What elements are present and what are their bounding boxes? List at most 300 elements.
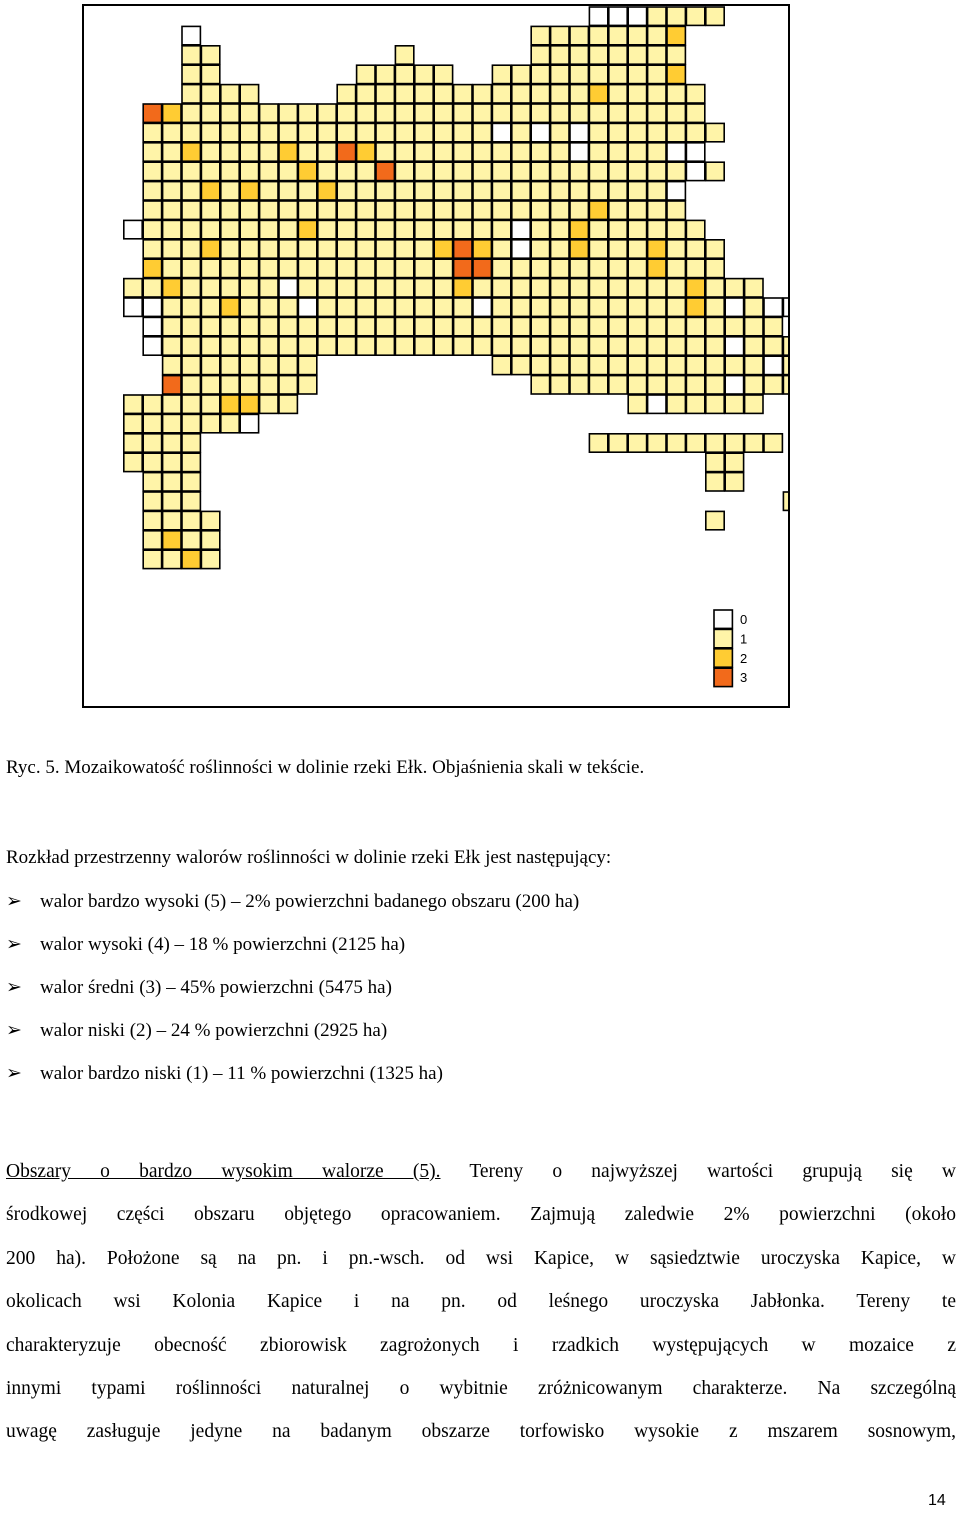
grid-cell-class-1	[260, 395, 278, 413]
grid-cell-class-1	[415, 279, 433, 297]
grid-cell-class-1	[298, 240, 316, 258]
grid-cell-class-1	[318, 143, 336, 161]
grid-cell-class-1	[337, 123, 355, 141]
grid-cell-class-1	[454, 162, 472, 180]
grid-cell-class-1	[143, 240, 161, 258]
grid-cell-class-1	[531, 26, 549, 44]
grid-cell-class-1	[124, 453, 142, 471]
grid-cell-class-1	[201, 550, 219, 568]
grid-cell-class-1	[260, 123, 278, 141]
grid-cell-class-1	[628, 434, 646, 452]
grid-cell-class-0	[570, 123, 588, 141]
grid-cell-class-1	[201, 104, 219, 122]
grid-cell-class-1	[706, 7, 724, 25]
grid-cell-class-0	[667, 182, 685, 200]
grid-cell-class-1	[686, 259, 704, 277]
grid-cell-class-2	[298, 220, 316, 238]
grid-cell-class-1	[473, 201, 491, 219]
grid-cell-class-1	[201, 414, 219, 432]
grid-cell-class-1	[143, 511, 161, 529]
grid-cell-class-1	[589, 26, 607, 44]
grid-cell-class-1	[221, 201, 239, 219]
grid-cell-class-1	[589, 317, 607, 335]
legend-swatch-3	[714, 668, 732, 686]
grid-cell-class-1	[667, 240, 685, 258]
grid-cell-class-2	[279, 143, 297, 161]
grid-cell-class-1	[279, 162, 297, 180]
grid-cell-class-1	[531, 376, 549, 394]
grid-cell-class-1	[551, 240, 569, 258]
grid-cell-class-1	[667, 395, 685, 413]
grid-cell-class-1	[201, 376, 219, 394]
grid-cell-class-1	[298, 201, 316, 219]
grid-cell-class-1	[201, 162, 219, 180]
grid-cell-class-1	[648, 279, 666, 297]
grid-cell-class-1	[182, 85, 200, 103]
grid-cell-class-1	[686, 123, 704, 141]
intro-text: Rozkład przestrzenny walorów roślinności w dolinie rzeki Ełk jest następujący:	[6, 847, 612, 868]
grid-cell-class-1	[551, 201, 569, 219]
grid-cell-class-1	[589, 65, 607, 83]
grid-cell-class-1	[182, 473, 200, 491]
grid-cell-class-1	[609, 26, 627, 44]
grid-cell-class-1	[240, 337, 258, 355]
grid-cell-class-2	[163, 531, 181, 549]
grid-cell-class-1	[298, 259, 316, 277]
grid-cell-class-1	[163, 143, 181, 161]
grid-cell-class-1	[201, 279, 219, 297]
grid-cell-class-1	[551, 123, 569, 141]
grid-cell-class-1	[667, 298, 685, 316]
grid-cell-class-1	[221, 162, 239, 180]
grid-cell-class-1	[551, 104, 569, 122]
grid-cell-class-3	[454, 259, 472, 277]
grid-cell-class-1	[395, 259, 413, 277]
grid-cell-class-1	[163, 259, 181, 277]
grid-cell-class-1	[357, 85, 375, 103]
grid-cell-class-1	[667, 337, 685, 355]
grid-cell-class-1	[473, 85, 491, 103]
grid-cell-class-1	[667, 162, 685, 180]
grid-cell-class-1	[551, 279, 569, 297]
grid-cell-class-1	[589, 434, 607, 452]
grid-cell-class-1	[376, 298, 394, 316]
grid-cell-class-1	[182, 317, 200, 335]
grid-cell-class-1	[163, 298, 181, 316]
grid-cell-class-1	[551, 46, 569, 64]
grid-cell-class-1	[434, 182, 452, 200]
grid-cell-class-1	[357, 201, 375, 219]
grid-cell-class-1	[531, 337, 549, 355]
body-paragraph	[6, 1150, 956, 1454]
grid-cell-class-1	[357, 65, 375, 83]
grid-cell-class-0	[628, 7, 646, 25]
grid-cell-class-1	[182, 376, 200, 394]
grid-cell-class-1	[434, 143, 452, 161]
grid-cell-class-1	[628, 337, 646, 355]
grid-cell-class-0	[725, 298, 743, 316]
grid-cell-class-1	[260, 337, 278, 355]
grid-cell-class-1	[492, 143, 510, 161]
grid-cell-class-1	[764, 434, 782, 452]
grid-cell-class-0	[124, 298, 142, 316]
grid-cell-class-1	[783, 376, 788, 394]
grid-cell-class-1	[260, 182, 278, 200]
grid-cell-class-1	[240, 279, 258, 297]
grid-cell-class-1	[182, 395, 200, 413]
paragraph-line: uwagę zasługuje jedyne na badanym obszarze torfowisko wysokie z mszarem sosnowym,	[6, 1421, 956, 1443]
grid-cell-class-1	[667, 356, 685, 374]
grid-cell-class-1	[589, 356, 607, 374]
grid-cell-class-1	[667, 376, 685, 394]
paragraph-line: 200 ha). Położone są na pn. i pn.-wsch. od wsi Kapice, w sąsiedztwie uroczyska Kapice, w	[6, 1247, 956, 1269]
grid-cell-class-1	[628, 65, 646, 83]
grid-cell-class-1	[337, 162, 355, 180]
grid-cell-class-1	[395, 201, 413, 219]
grid-cell-class-1	[240, 104, 258, 122]
grid-cell-class-1	[318, 123, 336, 141]
grid-cell-class-1	[589, 182, 607, 200]
grid-cell-class-1	[648, 7, 666, 25]
grid-cell-class-1	[298, 356, 316, 374]
grid-cell-class-1	[163, 220, 181, 238]
grid-cell-class-1	[570, 85, 588, 103]
grid-cell-class-1	[240, 298, 258, 316]
grid-cell-class-3	[163, 376, 181, 394]
grid-cell-class-1	[260, 104, 278, 122]
grid-cell-class-1	[201, 220, 219, 238]
grid-cell-class-2	[686, 298, 704, 316]
grid-cell-class-1	[512, 65, 530, 83]
grid-cell-class-1	[589, 143, 607, 161]
grid-cell-class-1	[745, 279, 763, 297]
grid-cell-class-1	[318, 220, 336, 238]
grid-cell-class-1	[221, 240, 239, 258]
grid-cell-class-1	[570, 279, 588, 297]
grid-cell-class-1	[376, 85, 394, 103]
grid-cell-class-1	[706, 453, 724, 471]
grid-cell-class-1	[240, 259, 258, 277]
grid-cell-class-1	[376, 143, 394, 161]
grid-cell-class-1	[725, 434, 743, 452]
grid-cell-class-3	[454, 240, 472, 258]
grid-cell-class-1	[318, 162, 336, 180]
grid-cell-class-1	[434, 220, 452, 238]
grid-cell-class-1	[143, 550, 161, 568]
grid-cell-class-1	[492, 220, 510, 238]
grid-cell-class-1	[706, 337, 724, 355]
grid-cell-class-1	[182, 356, 200, 374]
grid-cell-class-1	[492, 279, 510, 297]
grid-cell-class-1	[143, 123, 161, 141]
grid-cell-class-2	[357, 143, 375, 161]
grid-cell-class-2	[182, 550, 200, 568]
grid-cell-class-1	[376, 201, 394, 219]
grid-cell-class-1	[182, 453, 200, 471]
grid-cell-class-0	[648, 395, 666, 413]
grid-cell-class-1	[434, 317, 452, 335]
grid-cell-class-1	[376, 240, 394, 258]
grid-cell-class-1	[648, 162, 666, 180]
grid-cell-class-1	[357, 162, 375, 180]
grid-cell-class-1	[221, 104, 239, 122]
grid-cell-class-1	[454, 337, 472, 355]
grid-cell-class-1	[163, 395, 181, 413]
grid-cell-class-1	[648, 434, 666, 452]
grid-cell-class-1	[570, 201, 588, 219]
grid-cell-class-1	[706, 259, 724, 277]
grid-cell-class-1	[201, 298, 219, 316]
grid-cell-class-1	[415, 162, 433, 180]
figure-caption: Ryc. 5. Mozaikowatość roślinności w dolinie rzeki Ełk. Objaśnienia skali w tekście.	[6, 757, 645, 778]
grid-cell-class-1	[143, 143, 161, 161]
grid-cell-class-1	[163, 511, 181, 529]
grid-cell-class-1	[182, 201, 200, 219]
grid-cell-class-1	[357, 240, 375, 258]
grid-cell-class-1	[415, 240, 433, 258]
grid-cell-class-0	[240, 414, 258, 432]
grid-cell-class-2	[648, 240, 666, 258]
map-grid	[84, 6, 788, 706]
grid-cell-class-1	[706, 434, 724, 452]
grid-cell-class-1	[279, 201, 297, 219]
grid-cell-class-1	[143, 453, 161, 471]
grid-cell-class-1	[337, 104, 355, 122]
grid-cell-class-1	[589, 123, 607, 141]
grid-cell-class-1	[628, 259, 646, 277]
grid-cell-class-1	[686, 220, 704, 238]
grid-cell-class-0	[298, 298, 316, 316]
grid-cell-class-1	[415, 123, 433, 141]
grid-cell-class-1	[648, 104, 666, 122]
grid-cell-class-1	[589, 279, 607, 297]
grid-cell-class-1	[512, 337, 530, 355]
grid-cell-class-1	[492, 85, 510, 103]
grid-cell-class-1	[240, 201, 258, 219]
grid-cell-class-1	[454, 143, 472, 161]
grid-cell-class-1	[260, 317, 278, 335]
grid-cell-class-1	[201, 531, 219, 549]
grid-cell-class-1	[298, 279, 316, 297]
grid-cell-class-1	[337, 182, 355, 200]
grid-cell-class-1	[551, 259, 569, 277]
grid-cell-class-1	[551, 85, 569, 103]
grid-cell-class-1	[609, 143, 627, 161]
grid-cell-class-1	[551, 298, 569, 316]
grid-cell-class-0	[589, 7, 607, 25]
grid-cell-class-2	[240, 395, 258, 413]
grid-cell-class-1	[260, 298, 278, 316]
grid-cell-class-1	[667, 259, 685, 277]
grid-cell-class-1	[143, 395, 161, 413]
grid-cell-class-1	[337, 279, 355, 297]
grid-cell-class-1	[434, 65, 452, 83]
grid-cell-class-1	[725, 453, 743, 471]
grid-cell-class-1	[395, 46, 413, 64]
grid-cell-class-1	[628, 240, 646, 258]
grid-cell-class-1	[745, 376, 763, 394]
grid-cell-class-1	[318, 201, 336, 219]
grid-cell-class-1	[706, 240, 724, 258]
grid-cell-class-1	[357, 104, 375, 122]
grid-cell-class-1	[609, 279, 627, 297]
grid-cell-class-1	[551, 65, 569, 83]
grid-cell-class-1	[221, 85, 239, 103]
grid-cell-class-1	[551, 220, 569, 238]
grid-cell-class-1	[163, 473, 181, 491]
grid-cell-class-1	[492, 259, 510, 277]
grid-cell-class-1	[124, 434, 142, 452]
grid-cell-class-1	[706, 162, 724, 180]
grid-cell-class-1	[357, 298, 375, 316]
grid-cell-class-1	[686, 395, 704, 413]
grid-cell-class-1	[182, 46, 200, 64]
grid-cell-class-0	[570, 143, 588, 161]
grid-cell-class-1	[260, 201, 278, 219]
grid-cell-class-1	[143, 414, 161, 432]
grid-cell-class-1	[260, 279, 278, 297]
grid-cell-class-1	[279, 395, 297, 413]
grid-cell-class-1	[531, 201, 549, 219]
grid-cell-class-1	[551, 337, 569, 355]
grid-cell-class-1	[395, 240, 413, 258]
grid-cell-class-3	[337, 143, 355, 161]
grid-cell-class-1	[240, 240, 258, 258]
grid-cell-class-1	[201, 65, 219, 83]
grid-cell-class-1	[512, 123, 530, 141]
grid-cell-class-2	[201, 182, 219, 200]
bullet-item: ➢ walor bardzo niski (1) – 11 % powierzchni (1325 ha)	[6, 1063, 443, 1084]
grid-cell-class-1	[531, 259, 549, 277]
grid-cell-class-1	[492, 356, 510, 374]
grid-cell-class-0	[124, 220, 142, 238]
grid-cell-class-1	[298, 182, 316, 200]
grid-cell-class-1	[725, 356, 743, 374]
grid-cell-class-1	[182, 492, 200, 510]
grid-cell-class-1	[163, 453, 181, 471]
grid-cell-class-1	[609, 220, 627, 238]
grid-cell-class-1	[570, 356, 588, 374]
grid-cell-class-1	[163, 492, 181, 510]
grid-cell-class-1	[415, 317, 433, 335]
grid-cell-class-0	[473, 298, 491, 316]
grid-cell-class-1	[667, 220, 685, 238]
grid-cell-class-1	[706, 298, 724, 316]
grid-cell-class-1	[628, 123, 646, 141]
grid-cell-class-1	[221, 414, 239, 432]
grid-cell-class-1	[686, 85, 704, 103]
legend-swatch-0	[714, 610, 732, 628]
grid-cell-class-2	[221, 298, 239, 316]
grid-cell-class-2	[434, 240, 452, 258]
grid-cell-class-1	[628, 356, 646, 374]
grid-cell-class-1	[201, 123, 219, 141]
grid-cell-class-0	[725, 376, 743, 394]
grid-cell-class-1	[395, 337, 413, 355]
grid-cell-class-1	[376, 65, 394, 83]
grid-cell-class-1	[415, 143, 433, 161]
grid-cell-class-1	[376, 337, 394, 355]
grid-cell-class-1	[376, 279, 394, 297]
legend-label-2: 2	[740, 650, 748, 666]
grid-cell-class-1	[589, 220, 607, 238]
grid-cell-class-1	[764, 376, 782, 394]
grid-cell-class-1	[512, 143, 530, 161]
grid-cell-class-2	[201, 240, 219, 258]
grid-cell-class-1	[454, 85, 472, 103]
grid-cell-class-1	[628, 46, 646, 64]
grid-cell-class-1	[395, 104, 413, 122]
grid-cell-class-1	[298, 376, 316, 394]
grid-cell-class-1	[745, 337, 763, 355]
grid-cell-class-1	[648, 26, 666, 44]
grid-cell-class-1	[434, 201, 452, 219]
grid-cell-class-1	[415, 65, 433, 83]
grid-cell-class-1	[182, 220, 200, 238]
grid-cell-class-1	[783, 356, 788, 374]
grid-cell-class-1	[706, 317, 724, 335]
grid-cell-class-1	[609, 65, 627, 83]
grid-cell-class-2	[163, 279, 181, 297]
grid-cell-class-1	[686, 317, 704, 335]
grid-cell-class-1	[609, 182, 627, 200]
grid-cell-class-1	[357, 279, 375, 297]
grid-cell-class-1	[706, 473, 724, 491]
grid-cell-class-1	[240, 162, 258, 180]
grid-cell-class-1	[240, 220, 258, 238]
grid-cell-class-1	[337, 337, 355, 355]
grid-cell-class-1	[512, 162, 530, 180]
grid-cell-class-1	[667, 317, 685, 335]
grid-cell-class-1	[531, 317, 549, 335]
grid-cell-class-1	[260, 143, 278, 161]
grid-cell-class-0	[143, 317, 161, 335]
grid-cell-class-1	[454, 201, 472, 219]
grid-cell-class-1	[376, 317, 394, 335]
grid-cell-class-1	[609, 85, 627, 103]
grid-cell-class-0	[725, 337, 743, 355]
grid-cell-class-1	[531, 356, 549, 374]
grid-cell-class-1	[143, 473, 161, 491]
grid-cell-class-1	[551, 162, 569, 180]
section-heading: Obszary o bardzo wysokim walorze (5).	[6, 1161, 441, 1182]
grid-cell-class-1	[201, 85, 219, 103]
grid-cell-class-1	[473, 220, 491, 238]
grid-cell-class-1	[628, 201, 646, 219]
grid-cell-class-1	[725, 279, 743, 297]
grid-cell-class-1	[706, 123, 724, 141]
bullet-item: ➢ walor niski (2) – 24 % powierzchni (2925 ha)	[6, 1020, 388, 1041]
grid-cell-class-1	[492, 240, 510, 258]
grid-cell-class-1	[492, 182, 510, 200]
grid-cell-class-1	[531, 182, 549, 200]
grid-cell-class-1	[337, 317, 355, 335]
grid-cell-class-0	[182, 26, 200, 44]
arrow-bullet-icon: ➢	[6, 977, 22, 998]
arrow-bullet-icon: ➢	[6, 1020, 22, 1041]
grid-cell-class-0	[492, 123, 510, 141]
grid-cell-class-1	[260, 162, 278, 180]
grid-cell-class-1	[163, 182, 181, 200]
grid-cell-class-1	[531, 85, 549, 103]
grid-cell-class-1	[609, 259, 627, 277]
grid-cell-class-1	[143, 531, 161, 549]
grid-cell-class-1	[221, 337, 239, 355]
grid-cell-class-0	[512, 240, 530, 258]
grid-cell-class-1	[221, 143, 239, 161]
grid-cell-class-1	[143, 434, 161, 452]
grid-cell-class-1	[628, 220, 646, 238]
